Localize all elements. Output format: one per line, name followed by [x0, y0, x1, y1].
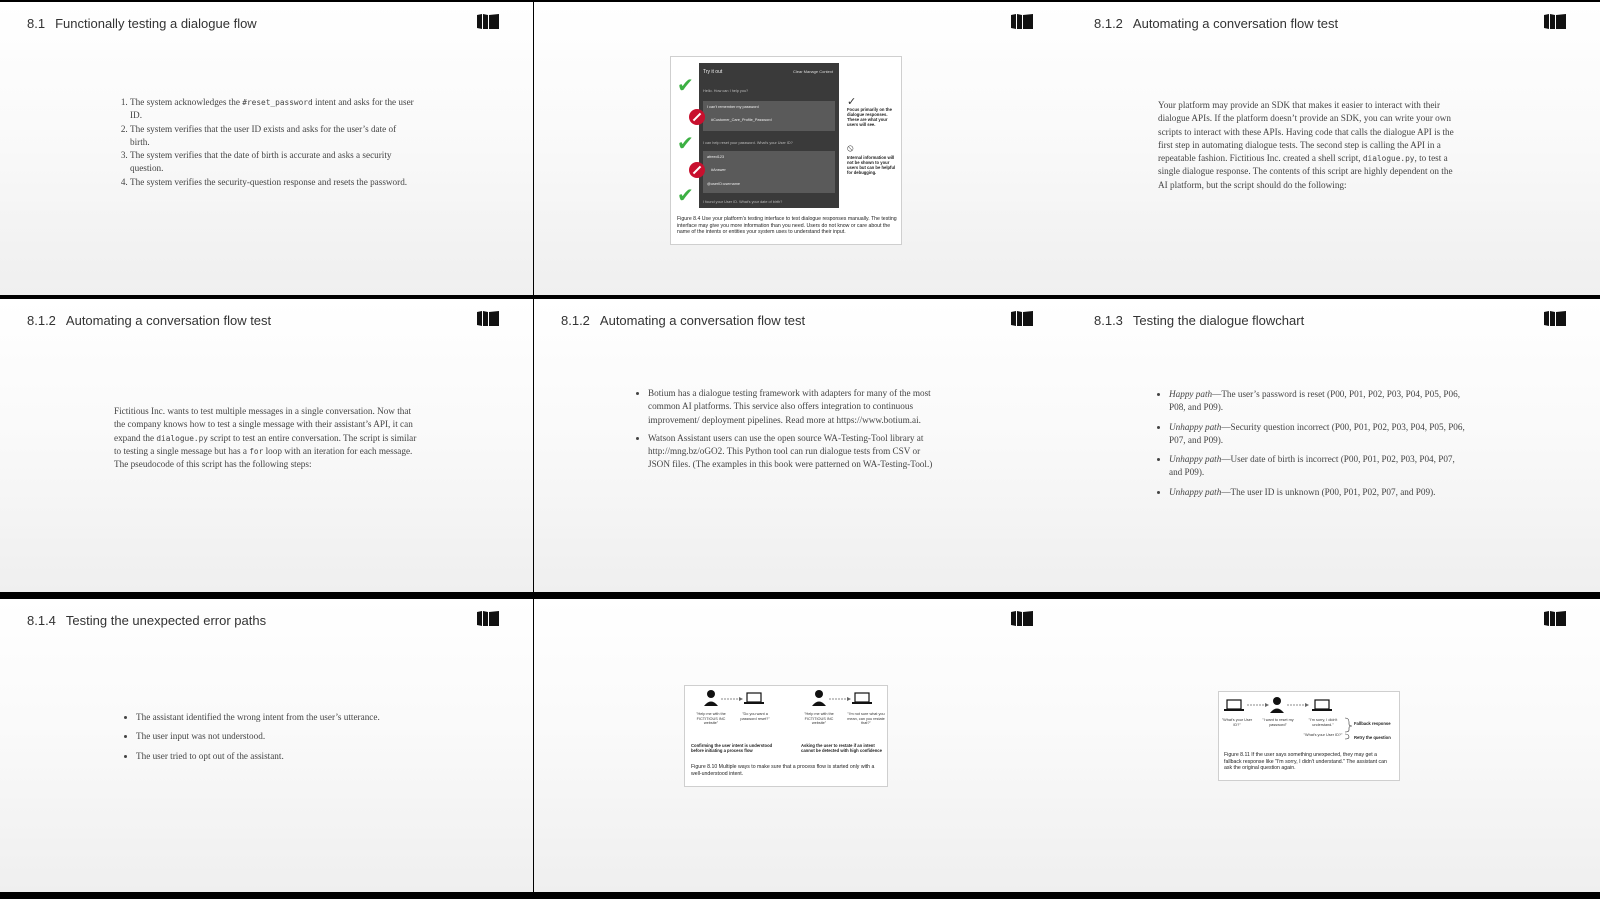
slide-8-1-2-a[interactable] [1067, 2, 1600, 295]
person-icon [1273, 697, 1281, 705]
book-logo-icon [477, 311, 499, 326]
laptop-icon [1315, 700, 1329, 709]
book-logo-icon [1544, 311, 1566, 326]
slide-8-1-2-c[interactable] [534, 299, 1067, 592]
check-icon: ✔ [677, 183, 694, 207]
try-it-out-panel: Try it out Clear Manage Context Hello. How can I help you? I can't remember my password #Customer_Care_Profile_Password I can help reset your password. What's your User ID? afreed123 #Answer @userID:username I found your User ID. What's your date of birth? [699, 63, 839, 208]
error-paths-list [122, 711, 422, 769]
list-item: 2. The system verifies that the user ID exists and asks for the user’s date of birth. [130, 123, 418, 150]
figure-8-11: "What's your User ID?" "I want to reset my password" "I'm sorry, I didn't understand." "What's your User ID?" Fallback response Retry the question Figure 8.11 If the user says something unexpected, they may get a fallback response like "I'm sorry, I didn't understand." The assistant can ask the original question again. [1218, 691, 1400, 781]
book-logo-icon [477, 611, 499, 626]
slide-title: 8.1.4 Testing the unexpected error paths [27, 613, 267, 628]
list-item: • Unhappy path—The user ID is unknown (P00, P01, P02, P07, and P09). [1169, 486, 1465, 499]
paragraph: Fictitious Inc. wants to test multiple messages in a single conversation. Now that the company knows how to test a single message with their assistant’s API, it can expand the dialogue.py script to test an entire conversation. The script is similar to testing a single message but has a for loop with an iteration for each message. The pseudocode of this script has the following steps: [114, 406, 417, 470]
slide-8-1-3[interactable] [1067, 299, 1600, 592]
list-item: • The user input was not understood. [136, 730, 422, 743]
book-logo-icon [1011, 14, 1033, 29]
list-item: 4. The system verifies the security-question response and resets the password. [130, 176, 418, 189]
laptop-icon [855, 693, 869, 702]
laptop-icon [747, 693, 761, 702]
list-item: • Botium has a dialogue testing framework with adapters for many of the most common AI platforms. This service also offers integration to continuous improvement/ deployment pipelines. Read more at https://www.botium.ai. [648, 387, 944, 427]
book-logo-icon [1544, 611, 1566, 626]
list-item: • The user tried to opt out of the assistant. [136, 750, 422, 763]
figure-8-4: Try it out Clear Manage Context Hello. How can I help you? I can't remember my password #Customer_Care_Profile_Password I can help reset your password. What's your User ID? afreed123 #Answer @userID:username I found your User ID. What's your date of birth? ✔ ✔ ✔ ✓ Focus primarily on the dialogue responses. These are what your users will see. ⦸ Internal information will not be shown to your users but can be helpful for debugging. Figure 8.4 Use your platform's testing interface to test dialogue responses manually. The testing interface may give you more information than you need. Users do not know or care about the name of the intents or entities your system uses to understand their input. [670, 56, 902, 245]
list-item: • Unhappy path—Security question incorrect (P00, P01, P02, P03, P04, P05, P06, P07, and P09). [1169, 421, 1465, 448]
slide-8-1-2-b[interactable] [0, 299, 533, 592]
list-item: 3. The system verifies that the date of birth is accurate and asks a security question. [130, 149, 418, 176]
list-item: • Watson Assistant users can use the open source WA-Testing-Tool library at http://mng.bz/oGO2. This Python tool can run dialogue tests from CSV or JSON files. (The examples in this book were patterned on WA-Testing-Tool.) [648, 432, 944, 472]
slide-figure-8-4[interactable] [534, 2, 1067, 295]
laptop-icon [1227, 700, 1241, 709]
slide-title: 8.1.3 Testing the dialogue flowchart [1094, 313, 1305, 328]
list-item: 1. The system acknowledges the #reset_password intent and asks for the user ID. [130, 96, 418, 123]
slide-8-1-4[interactable] [0, 599, 533, 892]
steps-list [118, 96, 418, 189]
list-item: • Happy path—The user’s password is reset (P00, P01, P02, P03, P04, P05, P06, P08, and P09). [1169, 388, 1465, 415]
slide-title: 8.1 Functionally testing a dialogue flow [27, 16, 257, 31]
list-item: • The assistant identified the wrong intent from the user’s utterance. [136, 711, 422, 724]
check-icon: ✔ [677, 131, 694, 155]
figure-8-10: "Help me with the FICTITIOUS INC website" "Do you want a password reset?" "Help me with the FICTITIOUS INC website" "I'm not sure what you mean, can you restate that?" Confirming the user intent is understood before initiating a process flow Asking the user to restate if an intent cannot be detected with high confidence Figure 8.10 Multiple ways to make sure that a process flow is started only with a well-understood intent. [684, 685, 888, 787]
book-logo-icon [1011, 311, 1033, 326]
book-logo-icon [477, 14, 499, 29]
no-entry-icon [689, 162, 705, 178]
slide-title: 8.1.2 Automating a conversation flow test [561, 313, 806, 328]
book-logo-icon [1544, 14, 1566, 29]
tools-list [634, 387, 944, 477]
person-icon [707, 690, 715, 698]
prohibited-icon: ⦸ [847, 143, 854, 154]
no-entry-icon [689, 109, 705, 125]
paragraph: Your platform may provide an SDK that makes it easier to interact with their dialogue APIs. If the platform doesn’t provide an SDK, you can write your own scripts to interact with these APIs. Having code that calls the dialogue API is the first step in automating dialogue tests. The second step is calling the API in a repeatable fashion. Fictitious Inc. created a shell script, dialogue.py, to test a single dialogue response. The contents of this script are highly dependent on the AI platform, but the script should do the following: [1158, 100, 1454, 190]
slide-figure-8-11[interactable] [1067, 599, 1600, 892]
paths-list [1155, 388, 1465, 505]
check-icon: ✔ [677, 73, 694, 97]
list-item: • Unhappy path—User date of birth is incorrect (P00, P01, P02, P03, P04, P07, and P09). [1169, 453, 1465, 480]
book-logo-icon [1011, 611, 1033, 626]
slide-figure-8-10[interactable] [534, 599, 1067, 892]
slide-title: 8.1.2 Automating a conversation flow test [1094, 16, 1339, 31]
slide-8-1[interactable] [0, 2, 533, 295]
person-icon [815, 690, 823, 698]
slide-title: 8.1.2 Automating a conversation flow test [27, 313, 272, 328]
check-mark-icon: ✓ [847, 95, 857, 108]
